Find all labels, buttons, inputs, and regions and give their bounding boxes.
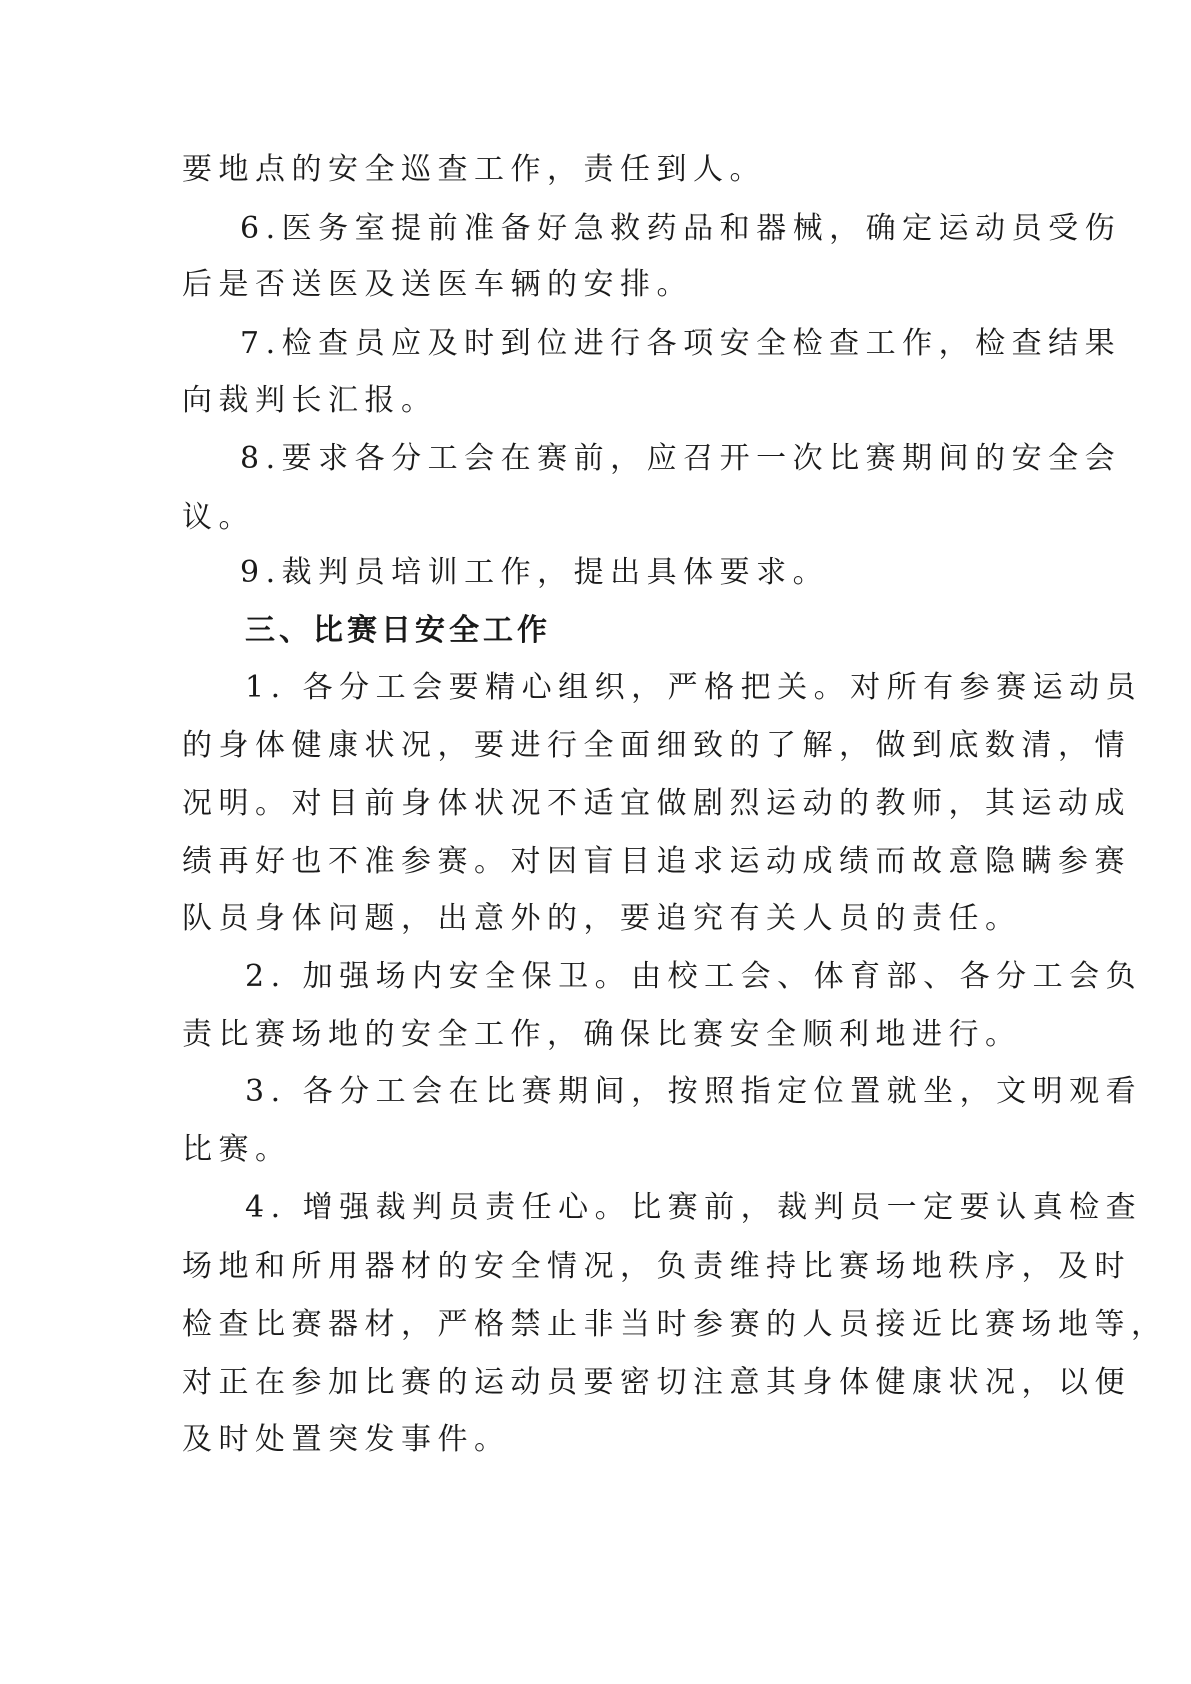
text-line: 3. 各分工会在比赛期间，按照指定位置就坐，文明观看 <box>245 1074 1143 1109</box>
text-line: 检查比赛器材，严格禁止非当时参赛的人员接近比赛场地等， <box>182 1307 1168 1342</box>
text-line: 后是否送医及送医车辆的安排。 <box>182 267 693 302</box>
text-line: 对正在参加比赛的运动员要密切注意其身体健康状况，以便 <box>182 1365 1131 1400</box>
text-line: 7.检查员应及时到位进行各项安全检查工作，检查结果 <box>240 326 1122 361</box>
text-line: 2. 加强场内安全保卫。由校工会、体育部、各分工会负 <box>245 959 1143 994</box>
text-line: 9.裁判员培训工作，提出具体要求。 <box>240 555 830 590</box>
text-line: 要地点的安全巡查工作，责任到人。 <box>182 152 766 187</box>
text-line: 1. 各分工会要精心组织，严格把关。对所有参赛运动员 <box>245 670 1143 705</box>
text-line: 6.医务室提前准备好急救药品和器械，确定运动员受伤 <box>240 211 1122 246</box>
text-line: 场地和所用器材的安全情况，负责维持比赛场地秩序，及时 <box>182 1249 1131 1284</box>
text-line: 况明。对目前身体状况不适宜做剧烈运动的教师，其运动成 <box>182 786 1131 821</box>
text-line: 比赛。 <box>182 1132 292 1167</box>
text-line: 议。 <box>182 500 255 535</box>
text-line: 向裁判长汇报。 <box>182 383 438 418</box>
text-line: 的身体健康状况，要进行全面细致的了解，做到底数清，情 <box>182 728 1131 763</box>
text-line: 4. 增强裁判员责任心。比赛前，裁判员一定要认真检查 <box>245 1190 1143 1225</box>
text-line: 8.要求各分工会在赛前，应召开一次比赛期间的安全会 <box>240 441 1122 476</box>
text-line: 绩再好也不准参赛。对因盲目追求运动成绩而故意隐瞒参赛 <box>182 844 1131 879</box>
text-line: 及时处置突发事件。 <box>182 1422 511 1457</box>
section-heading: 三、比赛日安全工作 <box>245 613 551 648</box>
text-line: 责比赛场地的安全工作，确保比赛安全顺利地进行。 <box>182 1017 1022 1052</box>
text-line: 队员身体问题，出意外的，要追究有关人员的责任。 <box>182 901 1022 936</box>
